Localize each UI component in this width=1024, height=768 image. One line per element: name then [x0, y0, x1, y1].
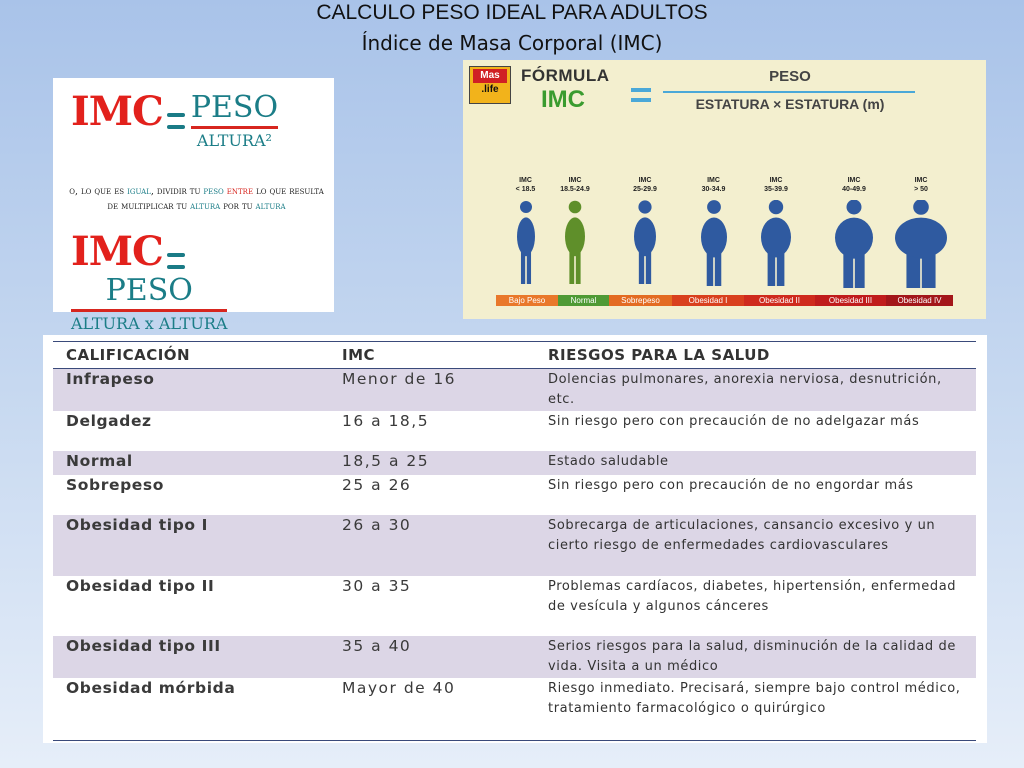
figure-label: IMC	[847, 177, 861, 184]
fraction	[71, 275, 227, 333]
cell-riesgo: Problemas cardíacos, diabetes, hipertensión, enfermedad de vesícula y algunos cánceres	[548, 579, 957, 614]
person-icon	[890, 200, 952, 288]
header-imc: IMC	[329, 342, 535, 369]
formula-denominator: ESTATURA × ESTATURA (m)	[695, 96, 885, 112]
figure-range: < 18.5	[515, 186, 536, 193]
category-label: Obesidad II	[744, 295, 815, 306]
fraction-numerator: PESO	[190, 89, 279, 125]
cell-calificacion: Obesidad tipo II	[66, 577, 215, 595]
category-label: Obesidad I	[672, 295, 744, 306]
formula-note: o, lo que es igual, dividir tu peso entre lo que resulta de multiplicar tu altura por tu altura	[69, 186, 324, 212]
fraction-numerator: PESO	[105, 273, 193, 308]
category-label: Sobrepeso	[609, 295, 672, 306]
figure-label: IMC	[914, 177, 928, 184]
fraction-denominator: ALTURA x ALTURA	[71, 314, 228, 333]
table-row	[53, 636, 976, 678]
body-figure	[550, 176, 600, 284]
fraction	[190, 89, 279, 150]
fraction-bar	[71, 309, 227, 312]
figure-label: IMC	[519, 177, 532, 184]
formula-imc: IMC	[541, 86, 585, 113]
fraction-bar	[191, 126, 278, 129]
imc-formula-1	[71, 88, 278, 150]
cell-imc: 26 a 30	[329, 515, 535, 576]
cell-riesgo: Sin riesgo pero con precaución de no engordar más	[548, 478, 914, 493]
cell-calificacion: Obesidad tipo I	[53, 515, 329, 576]
equals-icon	[167, 250, 185, 272]
table-row	[53, 515, 976, 576]
formula-numerator: PESO	[769, 68, 811, 85]
table-row	[53, 369, 976, 412]
person-icon	[560, 200, 590, 284]
equals-icon	[167, 110, 185, 132]
cell-calificacion: Sobrepeso	[66, 476, 164, 494]
formula-bar	[663, 91, 915, 93]
person-icon	[512, 200, 540, 284]
formula-heading: FÓRMULA	[521, 66, 610, 85]
table-row	[53, 411, 976, 451]
page-title: CALCULO PESO IDEAL PARA ADULTOS	[316, 1, 708, 24]
cell-riesgo: Serios riesgos para la salud, disminución de la calidad de vida. Visita a un médico	[535, 636, 976, 678]
imc-formula-card	[53, 78, 334, 333]
category-label: Obesidad III	[815, 295, 886, 306]
imc-scale-card	[463, 60, 986, 319]
body-figure	[493, 176, 558, 284]
body-figure	[614, 176, 676, 284]
maslife-logo: Mas .life	[469, 66, 511, 104]
figure-range: 18.5-24.9	[560, 186, 590, 193]
cell-imc: 35 a 40	[329, 636, 535, 678]
page-subtitle: Índice de Masa Corporal (IMC)	[361, 31, 663, 55]
body-figure	[821, 176, 887, 288]
imc-label: IMC	[71, 228, 163, 275]
equals-icon	[631, 86, 653, 104]
imc-label: IMC	[71, 88, 163, 135]
body-figure	[682, 176, 745, 286]
figure-range: > 50	[914, 186, 928, 193]
table-row	[53, 451, 976, 475]
cell-imc: 16 a 18,5	[342, 412, 430, 430]
cell-riesgo: Sin riesgo pero con precaución de no adelgazar más	[548, 414, 920, 429]
cell-imc: 18,5 a 25	[329, 451, 535, 475]
figure-range: 35-39.9	[764, 186, 788, 193]
header-riesgos: RIESGOS PARA LA SALUD	[535, 342, 976, 369]
figure-label: IMC	[707, 177, 720, 184]
cell-calificacion: Obesidad tipo III	[53, 636, 329, 678]
figure-label: IMC	[769, 177, 783, 184]
figure-range: 30-34.9	[701, 186, 726, 193]
cell-riesgo: Estado saludable	[535, 451, 976, 475]
table-row	[53, 475, 976, 515]
table-row	[53, 678, 976, 740]
table-row	[53, 576, 976, 636]
cell-calificacion: Obesidad mórbida	[53, 678, 329, 740]
table-header-row	[53, 342, 976, 369]
figure-label: IMC	[638, 177, 652, 184]
cell-riesgo: Sobrecarga de articulaciones, cansancio excesivo y un cierto riesgo de enfermedades cardiovasculares	[535, 515, 976, 576]
header-calificacion: CALIFICACIÓN	[53, 342, 329, 369]
cell-calificacion: Delgadez	[66, 412, 152, 430]
cell-riesgo: Riesgo inmediato. Precisará, siempre bajo control médico, tratamiento farmacológico o quirúrgico	[535, 678, 976, 740]
person-icon	[696, 200, 732, 286]
person-icon	[629, 200, 661, 284]
person-icon	[756, 200, 796, 286]
category-label: Normal	[558, 295, 609, 306]
fraction-denominator: ALTURA²	[196, 130, 272, 150]
figure-range: 40-49.9	[842, 186, 866, 193]
imc-table	[53, 341, 976, 741]
cell-imc: 25 a 26	[342, 476, 412, 494]
person-icon	[830, 200, 878, 288]
cell-calificacion: Normal	[53, 451, 329, 475]
figure-range: 25-29.9	[633, 186, 657, 193]
cell-imc: Menor de 16	[329, 369, 535, 412]
category-label: Bajo Peso	[496, 295, 558, 306]
cell-imc: Mayor de 40	[329, 678, 535, 740]
imc-table-card	[43, 335, 987, 743]
cell-calificacion: Infrapeso	[53, 369, 329, 412]
body-figure	[743, 176, 809, 286]
body-figure	[884, 176, 958, 288]
category-label: Obesidad IV	[886, 295, 953, 306]
imc-formula-2	[71, 228, 334, 333]
cell-imc: 30 a 35	[342, 577, 412, 595]
cell-riesgo: Dolencias pulmonares, anorexia nerviosa, desnutrición, etc.	[535, 369, 976, 412]
figure-label: IMC	[568, 177, 582, 184]
